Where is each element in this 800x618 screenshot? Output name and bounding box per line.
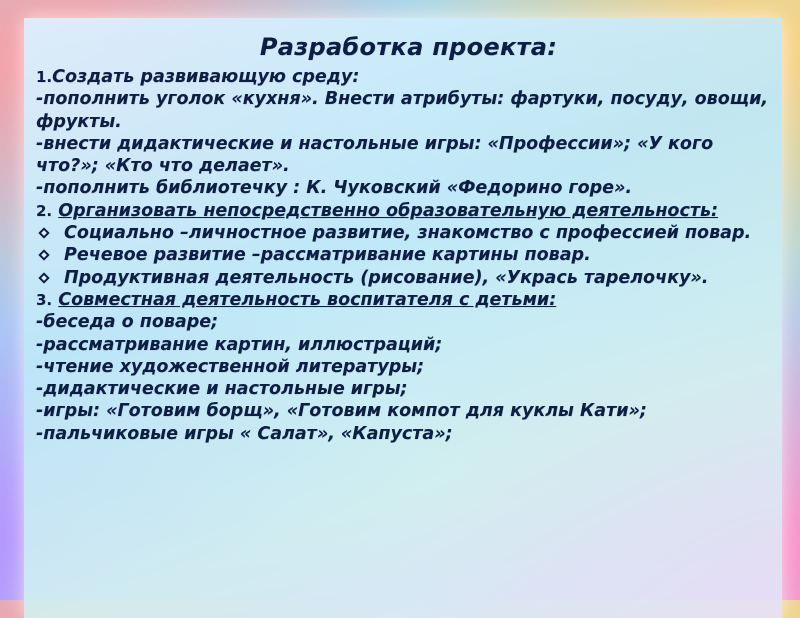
slide-title: Разработка проекта: bbox=[259, 33, 558, 61]
diamond-bullet-icon bbox=[38, 227, 49, 238]
section-3-heading: 3. Совместная деятельность воспитателя с детьми: bbox=[36, 289, 557, 310]
section-3-item: -игры: «Готовим борщ», «Готовим компот для куклы Кати»; bbox=[36, 401, 647, 422]
section-1-heading: 1.Создать развивающую среду: bbox=[36, 67, 360, 87]
section-1-item: -внести дидактические и настольные игры: «Профессии»; «У кого что?»; «Кто что делает». bbox=[36, 133, 714, 177]
section-3-item: -дидактические и настольные игры; bbox=[36, 379, 408, 400]
section-1-item: -пополнить библиотечку : К. Чуковский «Федорино горе». bbox=[36, 178, 633, 199]
section-2-bullet-item: Социально –личностное развитие, знакомство с профессией повар. bbox=[36, 222, 781, 244]
section-3-item: -беседа о поваре; bbox=[36, 312, 219, 333]
section-3-item: -чтение художественной литературы; bbox=[36, 356, 425, 377]
section-2-bullet-item: Речевое развитие –рассматривание картины повар. bbox=[36, 244, 781, 266]
diamond-bullet-icon bbox=[38, 272, 49, 283]
diamond-bullet-icon bbox=[38, 250, 49, 261]
section-2-bullet-item: Продуктивная деятельность (рисование), «Укрась тарелочку». bbox=[36, 267, 781, 289]
section-1-item: -пополнить уголок «кухня». Внести атрибуты: фартуки, посуду, овощи, фрукты. bbox=[36, 89, 769, 132]
section-2-bullet-list bbox=[36, 222, 781, 289]
slide-content bbox=[36, 32, 781, 445]
section-3-item: -рассматривание картин, иллюстраций; bbox=[36, 334, 443, 355]
section-3-item: -пальчиковые игры « Салат», «Капуста»; bbox=[36, 423, 453, 444]
slide bbox=[24, 18, 782, 618]
section-2-heading: 2. Организовать непосредственно образовательную деятельность: bbox=[36, 200, 719, 221]
